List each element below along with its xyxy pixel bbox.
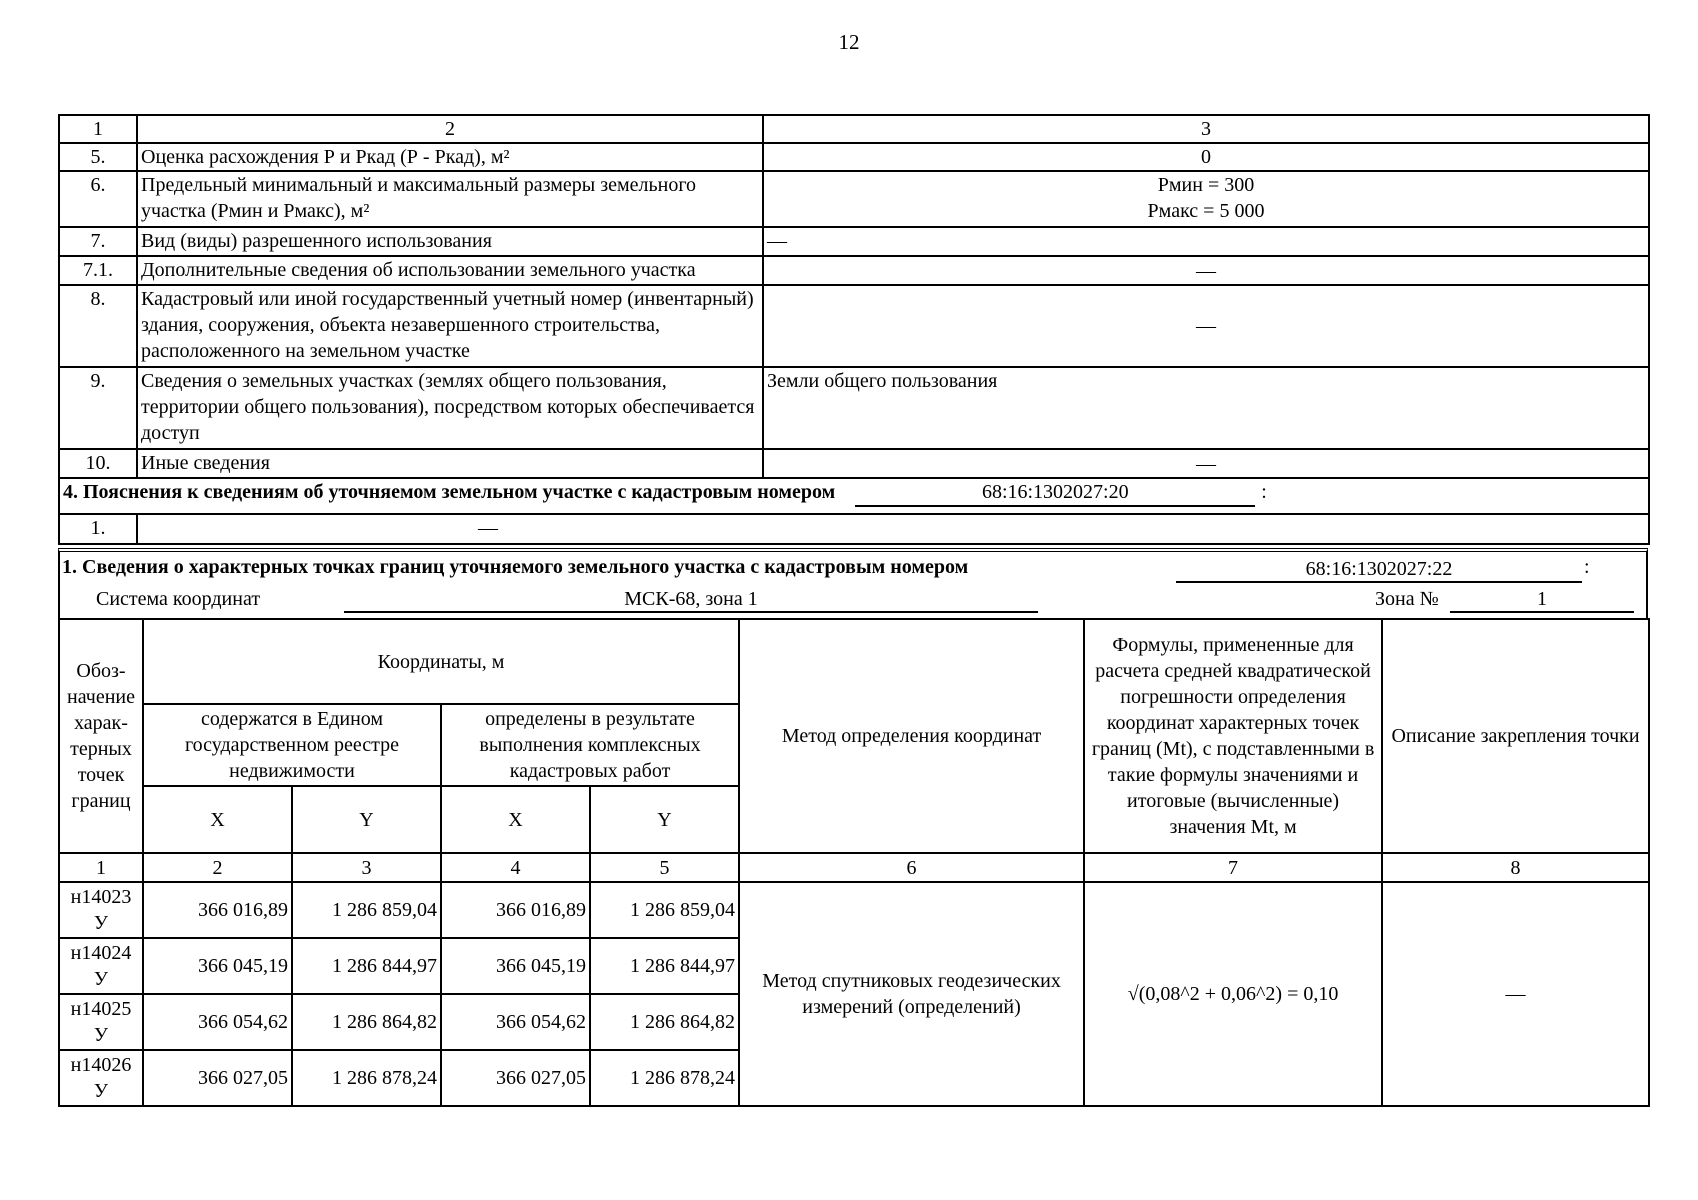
row-value: — bbox=[763, 227, 1649, 256]
coordinates-header: Координаты, м bbox=[143, 619, 739, 704]
kkr-x: 366 054,62 bbox=[441, 994, 590, 1050]
row-value: 0 bbox=[763, 143, 1649, 171]
row-number: 5. bbox=[59, 143, 137, 171]
area-max: Рмакс = 5 000 bbox=[1147, 200, 1265, 222]
y-header: Y bbox=[590, 786, 739, 853]
col-number: 1 bbox=[59, 853, 143, 882]
designation-header: Обоз-начение харак-терных точек границ bbox=[59, 619, 143, 853]
table-row bbox=[59, 171, 1649, 227]
zone-value: 1 bbox=[1450, 588, 1634, 613]
row-label: Оценка расхождения Р и Ркад (Р - Ркад), м² bbox=[137, 143, 763, 171]
point-name bbox=[59, 938, 143, 994]
description-value: — bbox=[1382, 882, 1649, 1106]
point-id: н14024 bbox=[70, 942, 132, 964]
point-id: н14025 bbox=[70, 998, 132, 1020]
egrn-y: 1 286 864,82 bbox=[292, 994, 441, 1050]
kkr-x: 366 016,89 bbox=[441, 882, 590, 938]
page-number: 12 bbox=[838, 30, 860, 54]
table-row bbox=[59, 882, 1649, 938]
row-label: Предельный минимальный и максимальный размеры земельного участка (Рмин и Рмакс), м² bbox=[137, 171, 763, 227]
row-value: — bbox=[763, 256, 1649, 285]
col-number: 7 bbox=[1084, 853, 1382, 882]
col-number-1: 1 bbox=[59, 115, 137, 143]
egrn-x: 366 016,89 bbox=[143, 882, 292, 938]
egrn-header: содержатся в Едином государственном реестре недвижимости bbox=[143, 704, 441, 786]
row-label: Вид (виды) разрешенного использования bbox=[137, 227, 763, 256]
points-table bbox=[58, 618, 1650, 1107]
row-label: Сведения о земельных участках (землях общего пользования, территории общего пользования), посредством которых обеспечивается доступ bbox=[137, 367, 763, 449]
row-number: 6. bbox=[59, 171, 137, 227]
col-numbers-row bbox=[59, 853, 1649, 882]
section1-colon: : bbox=[1584, 556, 1590, 578]
section4-colon: : bbox=[1261, 481, 1267, 503]
kkr-y: 1 286 864,82 bbox=[590, 994, 739, 1050]
section1-header bbox=[58, 548, 1648, 618]
kkr-y: 1 286 878,24 bbox=[590, 1050, 739, 1106]
kkr-y: 1 286 859,04 bbox=[590, 882, 739, 938]
row-label: Кадастровый или иной государственный учетный номер (инвентарный) здания, сооружения, объекта незавершенного строительства, расположенного на земельном участке bbox=[137, 285, 763, 367]
method-value: Метод спутниковых геодезических измерений (определений) bbox=[739, 882, 1084, 1106]
col-number: 5 bbox=[590, 853, 739, 882]
col-number: 6 bbox=[739, 853, 1084, 882]
header-row bbox=[59, 619, 1649, 704]
table-row bbox=[59, 143, 1649, 171]
area-min: Рмин = 300 bbox=[1157, 174, 1255, 196]
description-header: Описание закрепления точки bbox=[1382, 619, 1649, 853]
row-label: Иные сведения bbox=[137, 449, 763, 478]
zone-label: Зона № bbox=[1375, 588, 1439, 610]
col-number: 8 bbox=[1382, 853, 1649, 882]
point-name bbox=[59, 882, 143, 938]
col-number: 4 bbox=[441, 853, 590, 882]
coordinate-system-label: Система координат bbox=[96, 588, 261, 610]
section1-title: 1. Сведения о характерных точках границ уточняемого земельного участка с кадастровым номером bbox=[62, 556, 969, 578]
x-header: X bbox=[441, 786, 590, 853]
row-label: Дополнительные сведения об использовании земельного участка bbox=[137, 256, 763, 285]
table-row bbox=[59, 227, 1649, 256]
point-id: н14026 bbox=[70, 1054, 132, 1076]
point-id: н14023 bbox=[70, 886, 132, 908]
row-number: 10. bbox=[59, 449, 137, 478]
egrn-x: 366 045,19 bbox=[143, 938, 292, 994]
table-row bbox=[59, 256, 1649, 285]
egrn-x: 366 027,05 bbox=[143, 1050, 292, 1106]
col-number: 2 bbox=[143, 853, 292, 882]
point-type: У bbox=[93, 968, 109, 990]
row-number: 7.1. bbox=[59, 256, 137, 285]
section4-row-value: — bbox=[478, 517, 498, 539]
table-row bbox=[59, 367, 1649, 449]
col-number-2: 2 bbox=[137, 115, 763, 143]
kkr-y: 1 286 844,97 bbox=[590, 938, 739, 994]
kkr-header: определены в результате выполнения комплексных кадастровых работ bbox=[441, 704, 739, 786]
section1-cadastral-number: 68:16:1302027:22 bbox=[1176, 558, 1582, 583]
point-name bbox=[59, 994, 143, 1050]
row-number: 1. bbox=[59, 514, 137, 544]
method-header: Метод определения координат bbox=[739, 619, 1084, 853]
kkr-x: 366 027,05 bbox=[441, 1050, 590, 1106]
formulas-header: Формулы, примененные для расчета средней квадратической погрешности определения координат характерных точек границ (Mt), с подставленными в такие формулы значениями и итоговые (вычисленные) значения Mt, м bbox=[1084, 619, 1382, 853]
coordinate-system-value: МСК-68, зона 1 bbox=[344, 588, 1038, 613]
section4-cadastral-number: 68:16:1302027:20 bbox=[855, 479, 1255, 507]
col-number-3: 3 bbox=[763, 115, 1649, 143]
row-number: 9. bbox=[59, 367, 137, 449]
point-type: У bbox=[93, 912, 109, 934]
x-header: X bbox=[143, 786, 292, 853]
point-type: У bbox=[93, 1024, 109, 1046]
row-value: Земли общего пользования bbox=[763, 367, 1649, 449]
egrn-y: 1 286 844,97 bbox=[292, 938, 441, 994]
row-value: — bbox=[763, 285, 1649, 367]
info-table bbox=[58, 114, 1650, 545]
table-row bbox=[59, 285, 1649, 367]
section4-header bbox=[59, 478, 1649, 514]
egrn-x: 366 054,62 bbox=[143, 994, 292, 1050]
point-name bbox=[59, 1050, 143, 1106]
table-header-row bbox=[59, 115, 1649, 143]
table-row bbox=[59, 449, 1649, 478]
row-number: 7. bbox=[59, 227, 137, 256]
table-row bbox=[59, 514, 1649, 544]
egrn-y: 1 286 859,04 bbox=[292, 882, 441, 938]
section4-title: 4. Пояснения к сведениям об уточняемом земельном участке с кадастровым номером bbox=[63, 481, 836, 503]
egrn-y: 1 286 878,24 bbox=[292, 1050, 441, 1106]
point-type: У bbox=[93, 1080, 109, 1102]
row-value: — bbox=[763, 449, 1649, 478]
y-header: Y bbox=[292, 786, 441, 853]
row-value bbox=[137, 514, 1649, 544]
row-value bbox=[763, 171, 1649, 227]
row-number: 8. bbox=[59, 285, 137, 367]
formula-value: √(0,08^2 + 0,06^2) = 0,10 bbox=[1084, 882, 1382, 1106]
section4-header-row bbox=[59, 478, 1649, 514]
col-number: 3 bbox=[292, 853, 441, 882]
kkr-x: 366 045,19 bbox=[441, 938, 590, 994]
